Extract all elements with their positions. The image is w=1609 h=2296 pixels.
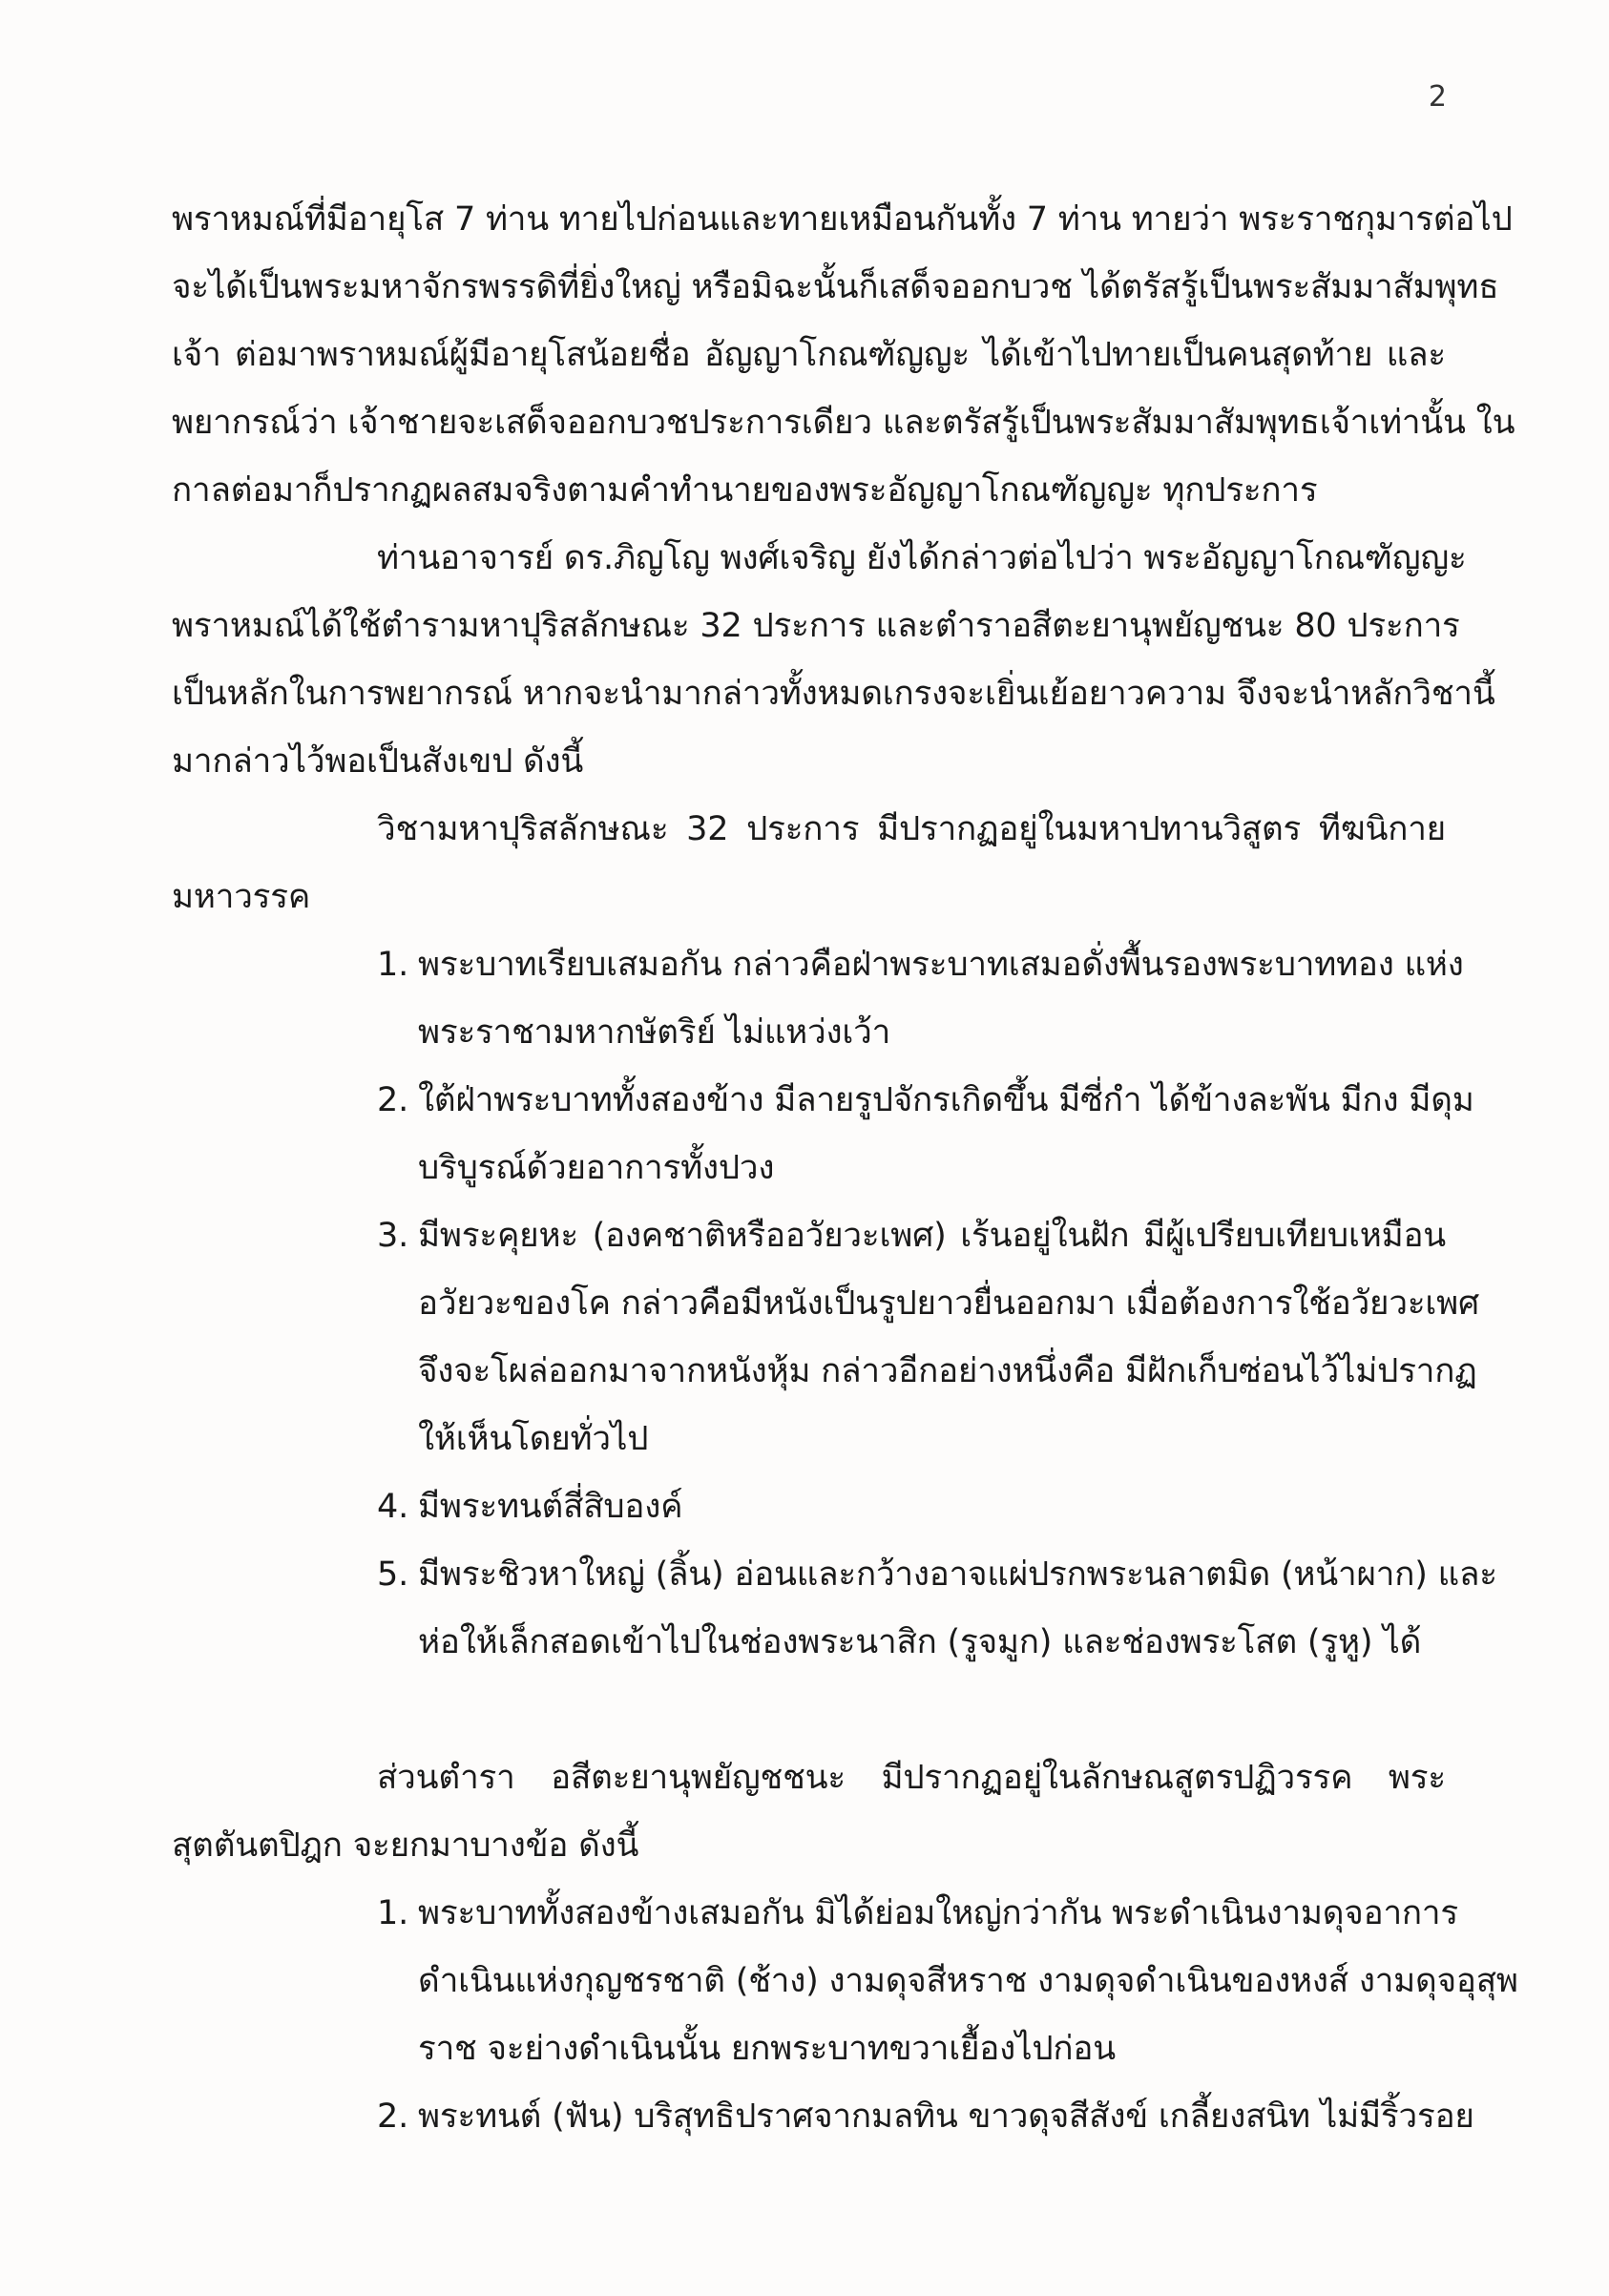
list-number: 1.: [377, 946, 408, 984]
text-line: มากล่าวไว้พอเป็นสังเขป ดังนี้: [172, 742, 584, 781]
list-item: [172, 2083, 1474, 2151]
paragraph-spacer: [172, 1677, 1446, 1744]
list-item-line: พระราชามหากษัตริย์ ไม่แหว่งเว้า: [418, 1013, 891, 1052]
list-item-line: ห่อให้เล็กสอดเข้าไปในช่องพระนาสิก (รูจมูก) และช่องพระโสต (รูหู) ได้: [418, 1623, 1422, 1661]
list-text: พระบาททั้งสองข้างเสมอกัน มิได้ย่อมใหญ่กว่ากัน พระดำเนินงามดุจอาการ: [418, 1894, 1458, 1932]
list-number: 3.: [377, 1217, 408, 1255]
list-item-first-line: [172, 1067, 1474, 1135]
text-line: สุตตันตปิฎก จะยกมาบางข้อ ดังนี้: [172, 1826, 639, 1865]
list-text: ใต้ฝ่าพระบาททั้งสองข้าง มีลายรูปจักรเกิดขึ้น มีซี่กำ ได้ข้างละพัน มีกง มีดุม: [418, 1081, 1474, 1119]
list-mahapurisa: [172, 931, 1497, 1677]
list-item-line: ให้เห็นโดยทั่วไป: [418, 1420, 649, 1458]
text-line: พราหมณ์ได้ใช้ตำรามหาปุริสลักษณะ 32 ประการ และตำราอสีตะยานุพยัญชนะ 80 ประการ: [172, 607, 1460, 645]
list-number: 5.: [377, 1555, 408, 1594]
document-body: [172, 186, 1518, 2151]
list-item-line: ราช จะย่างดำเนินนั้น ยกพระบาทขวาเยื้องไปก่อน: [418, 2030, 1116, 2068]
paragraph-teacher: [172, 525, 1495, 796]
list-item: [172, 1202, 1480, 1473]
text-line: จะได้เป็นพระมหาจักรพรรดิที่ยิ่งใหญ่ หรือมิฉะนั้นก็เสด็จออกบวช ได้ตรัสรู้เป็นพระสัมมาสัมพุทธ: [172, 268, 1499, 306]
list-item: [172, 1473, 1446, 1541]
text-line: พยากรณ์ว่า เจ้าชายจะเสด็จออกบวชประการเดียว และตรัสรู้เป็นพระสัมมาสัมพุทธเจ้าเท่านั้น ใน: [172, 404, 1515, 442]
list-item-line: จึงจะโผล่ออกมาจากหนังหุ้ม กล่าวอีกอย่างหนึ่งคือ มีฝักเก็บซ่อนไว้ไม่ปรากฏ: [418, 1352, 1477, 1390]
list-item-first-line: [172, 931, 1464, 999]
page-number: 2: [1428, 80, 1447, 114]
list-text: มีพระทนต์สี่สิบองค์: [418, 1488, 683, 1526]
list-number: 2.: [377, 2098, 408, 2136]
list-text: มีพระชิวหาใหญ่ (ลิ้น) อ่อนและกว้างอาจแผ่ปรกพระนลาตมิด (หน้าผาก) และ: [418, 1555, 1497, 1594]
list-number: 4.: [377, 1488, 408, 1526]
text-line: ท่านอาจารย์ ดร.ภิญโญ พงศ์เจริญ ยังได้กล่าวต่อไปว่า พระอัญญาโกณฑัญญะ: [377, 539, 1467, 577]
list-item-line: ดำเนินแห่งกุญชรชาติ (ช้าง) งามดุจสีหราช งามดุจดำเนินของหงส์ งามดุจอุสุพ: [418, 1962, 1518, 2000]
text-line: มหาวรรค: [172, 878, 311, 916]
list-item: [172, 931, 1464, 1067]
list-item-first-line: [172, 1473, 1446, 1541]
list-text: มีพระคุยหะ (องคชาติหรืออวัยวะเพศ) เร้นอยู่ในฝัก มีผู้เปรียบเทียบเหมือน: [418, 1217, 1446, 1255]
paragraph-mahapurisa: [172, 796, 1446, 931]
list-item-first-line: [172, 1202, 1446, 1270]
list-item-first-line: [172, 1880, 1458, 1948]
list-item-line: อวัยวะของโค กล่าวคือมีหนังเป็นรูปยาวยื่นออกมา เมื่อต้องการใช้อวัยวะเพศ: [418, 1284, 1480, 1323]
text-line: เป็นหลักในการพยากรณ์ หากจะนำมากล่าวทั้งหมดเกรงจะเยิ่นเย้อยาวความ จึงจะนำหลักวิชานี้: [172, 675, 1495, 713]
list-item: [172, 1067, 1474, 1202]
text-line: กาลต่อมาก็ปรากฏผลสมจริงตามคำทำนายของพระอัญญาโกณฑัญญะ ทุกประการ: [172, 471, 1318, 510]
text-line: เจ้า ต่อมาพราหมณ์ผู้มีอายุโสน้อยชื่อ อัญญาโกณฑัญญะ ได้เข้าไปทายเป็นคนสุดท้าย และ: [172, 336, 1446, 374]
list-item-first-line: [172, 2083, 1474, 2151]
text-line: พราหมณ์ที่มีอายุโส 7 ท่าน ทายไปก่อนและทายเหมือนกันทั้ง 7 ท่าน ทายว่า พระราชกุมารต่อไป: [172, 200, 1513, 239]
list-item: [172, 1541, 1497, 1677]
list-number: 1.: [377, 1894, 408, 1932]
list-asita: [172, 1880, 1518, 2151]
list-number: 2.: [377, 1081, 408, 1119]
list-item: [172, 1880, 1518, 2083]
text-line: วิชามหาปุริสลักษณะ 32 ประการ มีปรากฏอยู่ในมหาปทานวิสูตร ทีฆนิกาย: [377, 810, 1446, 848]
list-item-first-line: [172, 1541, 1497, 1609]
text-line: ส่วนตำรา อสีตะยานุพยัญชชนะ มีปรากฏอยู่ในลักษณสูตรปฏิวรรค พระ: [377, 1759, 1446, 1797]
paragraph-asita: [172, 1744, 1446, 1880]
list-text: พระบาทเรียบเสมอกัน กล่าวคือฝ่าพระบาทเสมอดั่งพื้นรองพระบาททอง แห่ง: [418, 946, 1464, 984]
list-text: พระทนต์ (ฟัน) บริสุทธิปราศจากมลทิน ขาวดุจสีสังข์ เกลี้ยงสนิท ไม่มีริ้วรอย: [418, 2098, 1474, 2136]
list-item-line: บริบูรณ์ด้วยอาการทั้งปวง: [418, 1149, 775, 1187]
paragraph-intro: [172, 186, 1515, 525]
